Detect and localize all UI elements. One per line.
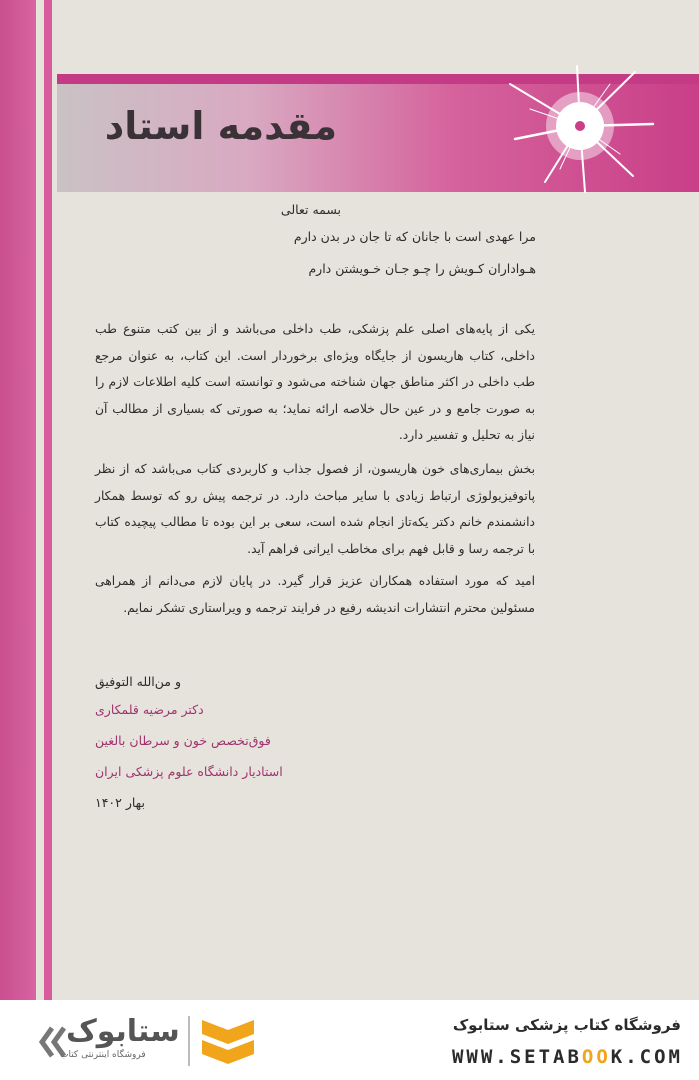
starburst-graphic	[505, 64, 655, 194]
logo-divider	[188, 1016, 190, 1066]
signature-specialty: فوق‌تخصص خون و سرطان بالغین	[95, 733, 271, 748]
url-start: WWW.SETAB	[451, 1046, 582, 1068]
store-url[interactable]	[452, 1046, 683, 1068]
logo-wordmark: ستابوک	[66, 1014, 180, 1049]
book-chevron-icon	[196, 1016, 260, 1068]
signature-name: دکتر مرضیه قلمکاری	[95, 702, 204, 717]
closing-phrase: و من‌الله التوفیق	[95, 674, 181, 689]
logo-subtitle: فروشگاه اینترنتی کتاب	[60, 1050, 146, 1060]
page-title: مقدمه استاد	[104, 104, 337, 148]
poem-line-2: هـواداران کـویش را چـو جـان خـویشتن دارم	[308, 261, 536, 276]
signature-date: بهار ۱۴۰۲	[95, 795, 145, 810]
paragraph-2: بخش بیماری‌های خون هاریسون، از فصول جذاب و کاربردی کتاب می‌باشد که از نظر پاتوفیزیولوژی ارتباط زیادی با سایر مباحث دارد. در ترجمه پیش رو که توسط همکار دانشمندم خانم دکتر یکه‌تاز انجام شده است، سعی بر این بوده تا مطالب پیچیده کتاب با ترجمه رسا و قابل فهم برای مخاطب ایرانی فراهم آید.	[95, 462, 535, 556]
url-oo: OO	[581, 1046, 611, 1068]
store-name: فروشگاه کتاب پزشکی ستابوک	[452, 1016, 681, 1034]
page-spine-band	[0, 0, 36, 1000]
store-footer	[0, 1000, 699, 1080]
store-logo[interactable]	[36, 1014, 266, 1070]
paragraph-1: یکی از پایه‌های اصلی علم پزشکی، طب داخلی می‌باشد و از بین کتب متنوع طب داخلی، کتاب هاریسون از جایگاه ویژه‌ای برخوردار است. این کتاب، به عنوان مرجع طب داخلی در اکثر مناطق جهان شناخته می‌شود و توانسته است کلیه اطلاعات لازم را به صورت جامع و در عین حال خلاصه ارائه نماید؛ به صورتی که بسیاری از مطالب آن نیاز به تحلیل و تفسیر دارد.	[95, 322, 535, 442]
page-margin-stripe	[44, 0, 52, 1000]
invocation: بسمه تعالی	[280, 202, 341, 217]
url-end: K.COM	[610, 1046, 683, 1068]
paragraph-3: امید که مورد استفاده همکاران عزیز قرار گیرد. در پایان لازم می‌دانم از همراهی مسئولین محترم انتشارات اندیشه رفیع در فرایند ترجمه و ویراستاری تشکر نمایم.	[95, 574, 535, 615]
poem-line-1: مرا عهدی است با جانان که تا جان در بدن دارم	[293, 229, 536, 244]
signature-position: استادیار دانشگاه علوم پزشکی ایران	[95, 764, 283, 779]
